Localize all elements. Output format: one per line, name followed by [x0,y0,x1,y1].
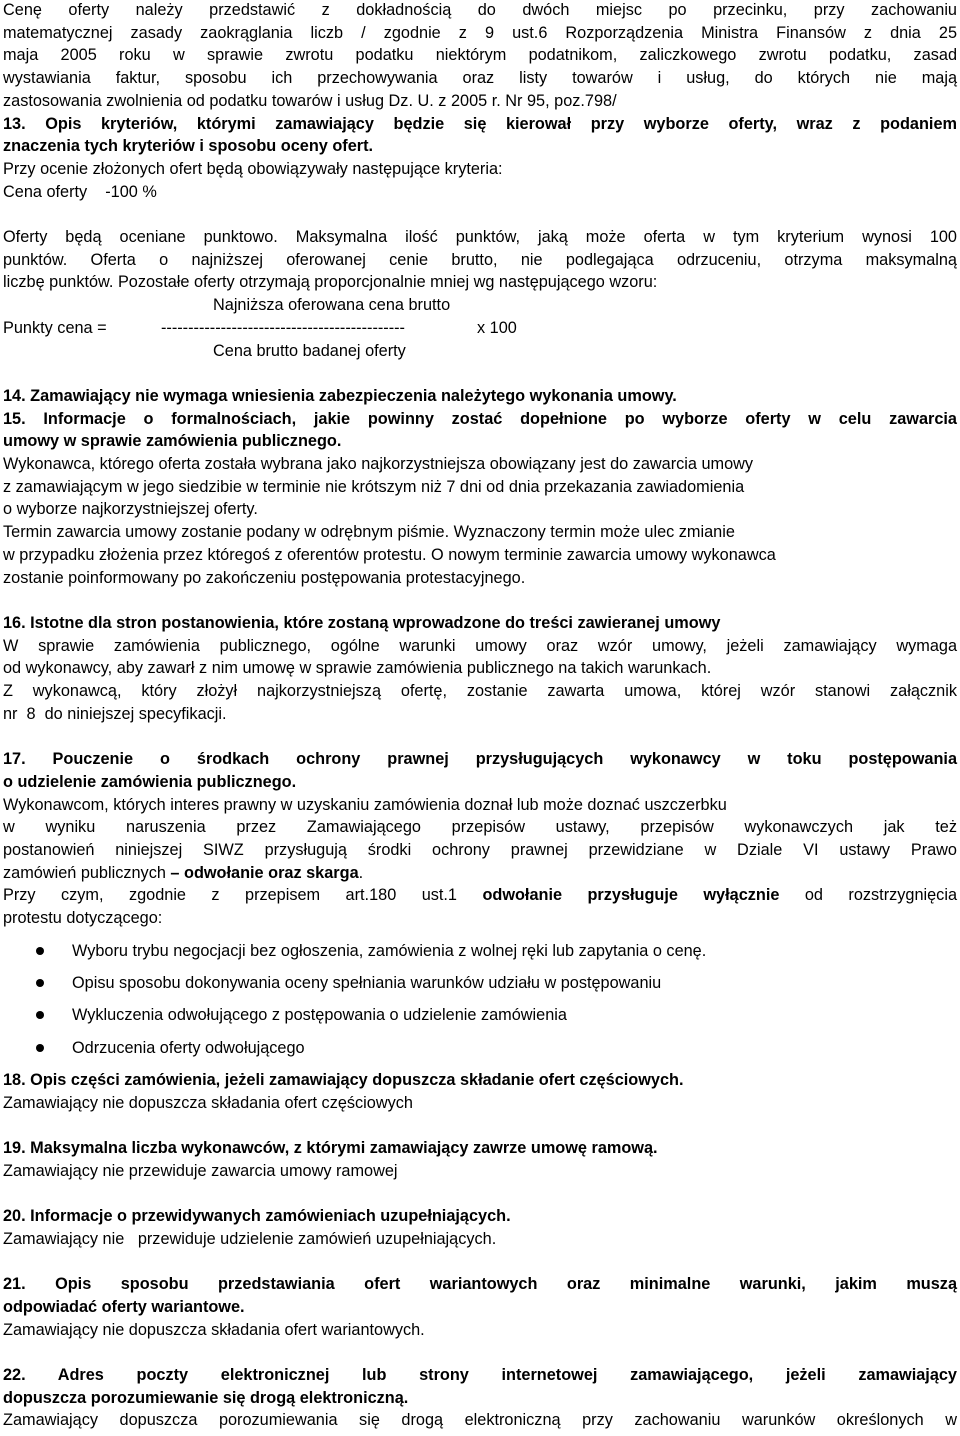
intro-line: Cenę oferty należy przedstawić z dokładnością do dwóch miejsc po przecinku, przy zachowaniu [3,1,957,19]
section-15-text: Termin zawarcia umowy zostanie podany w odrębnym piśmie. Wyznaczony termin może ulec zmianie [3,523,735,542]
spacer [3,725,957,748]
scoring-text: punktów. Oferta o najniższej oferowanej cenie brutto, nie podlegająca odrzuceniu, otrzyma maksymalną [3,250,957,269]
section-15-text: Wykonawca, którego oferta została wybrana jako najkorzystniejsza obowiązany jest do zawarcia umowy [3,454,754,473]
text-run-bold: odwołanie przysługuje wyłącznie [482,886,780,905]
formula-numerator-row [3,294,957,317]
section-18-text: Zamawiający nie dopuszcza składania ofert częściowych [3,1093,413,1112]
intro-line: matematycznej zasady zaokrąglania liczb / zgodnie z 9 ust.6 Rozporządzenia Ministra Finansów z dnia 25 [3,23,957,42]
spacer [3,589,957,612]
section-21-text: Zamawiający nie dopuszcza składania ofert wariantowych. [3,1320,425,1339]
section-16-text: od wykonawcy, aby zawarł z nim umowę w sprawie zamówienia publicznego na takich warunkach. [3,659,712,678]
bullet-icon [36,979,44,987]
formula-numerator: Najniższa oferowana cena brutto [213,296,451,315]
document-page [3,0,957,1432]
section-16-text: Z wykonawcą, który złożył najkorzystniejszą ofertę, zostanie zawarta umowa, której wzór stanowi załącznik [3,682,957,700]
spacer [3,203,957,226]
criteria-intro: Przy ocenie złożonych ofert będą obowiązywały następujące kryteria: [3,159,503,178]
section-15-heading: 15. Informacje o formalnościach, jakie powinny zostać dopełnione po wyborze oferty w celu zawarcia [3,409,957,428]
bullet-list [3,940,957,1069]
spacer [3,1182,957,1205]
text-run-bold: – odwołanie oraz skarga [170,863,359,882]
section-16-text: W sprawie zamówienia publicznego, ogólne warunki umowy oraz wzór umowy, jeżeli zamawiający wymaga [3,636,957,655]
list-item [3,940,957,972]
section-13-heading: 13. Opis kryteriów, którymi zamawiający będzie się kierował przy wyborze oferty, wraz z podaniem [3,114,957,133]
section-20-heading: 20. Informacje o przewidywanych zamówieniach uzupełniających. [3,1207,511,1226]
list-item-text: Opisu sposobu dokonywania oceny spełniania warunków udziału w postępowaniu [72,974,662,993]
section-20-text: Zamawiający nie przewiduje udzielenie zamówień uzupełniających. [3,1229,497,1248]
list-item [3,1037,957,1069]
section-19-text: Zamawiający nie przewiduje zawarcia umowy ramowej [3,1161,398,1180]
spacer [3,362,957,385]
section-17-text: protestu dotyczącego: [3,909,163,928]
section-15-text: w przypadku złożenia przez któregoś z oferentów protestu. O nowym terminie zawarcia umowy wykonawca [3,545,776,564]
text-run: . [358,863,364,882]
bullet-icon [36,1044,44,1052]
section-15-text: o wyborze najkorzystniejszej oferty. [3,500,258,519]
section-17-heading: 17. Pouczenie o środkach ochrony prawnej przysługujących wykonawcy w toku postępowania [3,750,957,769]
section-21-heading-cont: odpowiadać oferty wariantowe. [3,1297,245,1316]
list-item [3,972,957,1004]
section-17-text: postanowień niniejszej SIWZ przysługują środki ochrony prawnej przewidziane w Dziale VI ustawy Prawo [3,840,957,859]
section-14-heading: 14. Zamawiający nie wymaga wniesienia zabezpieczenia należytego wykonania umowy. [3,386,677,405]
intro-line: maja 2005 roku w sprawie zwrotu podatku niektórym podatnikom, zaliczkowego zwrotu podatku, zasad [3,46,957,65]
section-16-text: nr 8 do niniejszej specyfikacji. [3,704,227,723]
formula-label: Punkty cena = [3,318,107,337]
formula-denominator: Cena brutto badanej oferty [213,341,406,360]
list-item-text: Odrzucenia oferty odwołującego [72,1038,305,1057]
section-18-heading: 18. Opis części zamówienia, jeżeli zamawiający dopuszcza składanie ofert częściowych. [3,1070,684,1089]
section-22-text: Zamawiający dopuszcza porozumiewania się drogą elektroniczną przy zachowaniu warunków określonych w [3,1411,957,1430]
bullet-icon [36,947,44,955]
formula-fraction-bar: --------------------------------------------- [161,318,405,337]
section-22-heading-cont: dopuszcza porozumiewanie się drogą elektroniczną. [3,1388,409,1407]
section-17-text [3,862,957,885]
section-17-text: Wykonawcom, których interes prawny w uzyskaniu zamówienia doznał lub może doznać uszczerbku [3,795,727,814]
section-17-heading-cont: o udzielenie zamówienia publicznego. [3,772,297,791]
formula-main-row [3,317,957,340]
formula-multiplier: x 100 [477,318,517,337]
section-22-heading: 22. Adres poczty elektronicznej lub strony internetowej zamawiającego, jeżeli zamawiający [3,1365,957,1384]
section-13-heading-cont: znaczenia tych kryteriów i sposobu oceny ofert. [3,137,374,156]
list-item-text: Wyboru trybu negocjacji bez ogłoszenia, zamówienia z wolnej ręki lub zapytania o cenę. [72,941,707,960]
list-item-text: Wykluczenia odwołującego z postępowania o udzielenie zamówienia [72,1006,567,1025]
list-item [3,1004,957,1036]
criterion-price: Cena oferty -100 % [3,182,157,201]
intro-line: wystawiania faktur, sposobu ich przechowywania oraz listy towarów i usług, do których nie mają [3,69,957,88]
section-15-heading-cont: umowy w sprawie zamówienia publicznego. [3,432,342,451]
text-run: Przy czym, zgodnie z przepisem art.180 ust.1 [3,886,483,905]
spacer [3,1341,957,1364]
section-15-text: z zamawiającym w jego siedzibie w terminie nie krótszym niż 7 dni od dnia przekazania zawiadomienia [3,477,745,496]
scoring-text: Oferty będą oceniane punktowo. Maksymalna ilość punktów, jaką może oferta w tym kryterium wynosi 100 [3,228,957,247]
text-run: od rozstrzygnięcia [779,886,957,905]
spacer [3,1114,957,1137]
intro-line: zastosowania zwolnienia od podatku towarów i usług Dz. U. z 2005 r. Nr 95, poz.798/ [3,91,617,110]
text-run: zamówień publicznych [3,863,171,882]
formula-denominator-row [3,340,957,363]
section-19-heading: 19. Maksymalna liczba wykonawców, z którymi zamawiający zawrze umowę ramową. [3,1139,658,1157]
spacer [3,1251,957,1274]
section-21-heading: 21. Opis sposobu przedstawiania ofert wariantowych oraz minimalne warunki, jakim muszą [3,1275,957,1294]
section-15-text: zostanie poinformowany po zakończeniu postępowania protestacyjnego. [3,568,526,587]
scoring-text: liczbę punktów. Pozostałe oferty otrzymają proporcjonalnie mniej wg następującego wzoru: [3,273,658,292]
section-17-text [3,884,957,907]
bullet-icon [36,1011,44,1019]
section-17-text: w wyniku naruszenia przez Zamawiającego przepisów ustawy, przepisów wykonawczych jak też [3,818,957,837]
section-16-heading: 16. Istotne dla stron postanowienia, które zostaną wprowadzone do treści zawieranej umowy [3,613,721,632]
